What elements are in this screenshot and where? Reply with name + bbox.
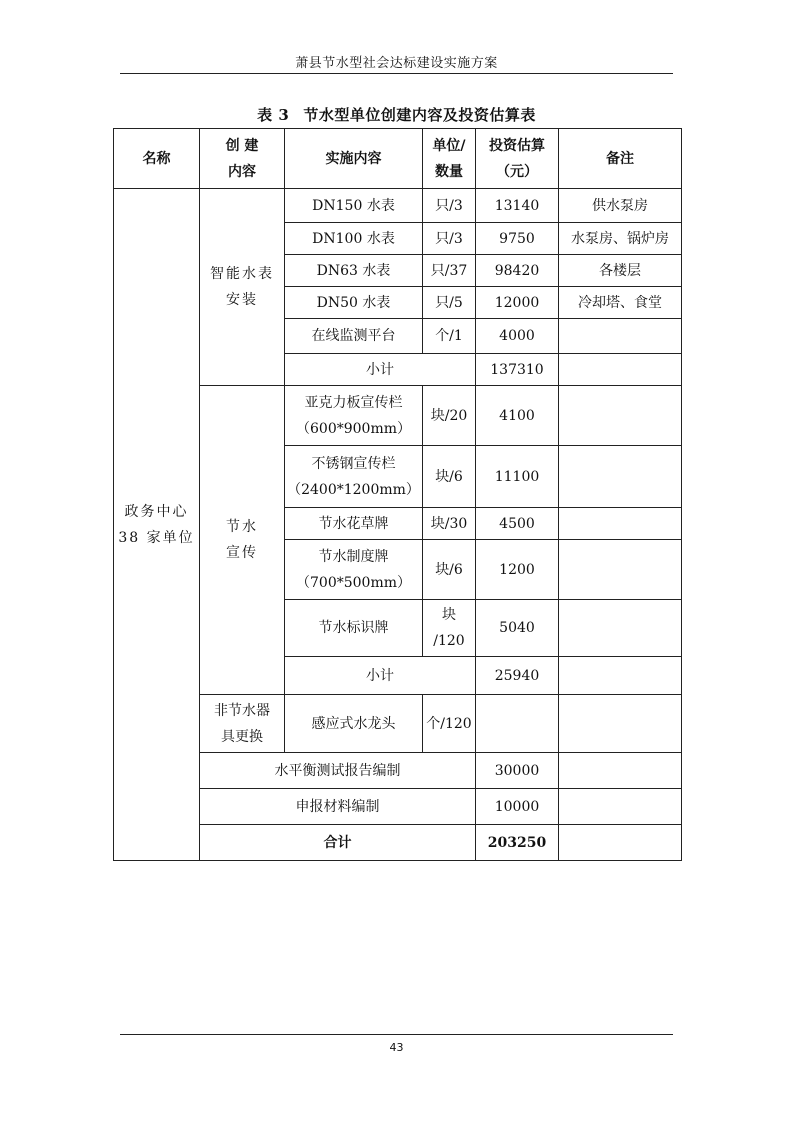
qty-cell: 块/6 (423, 446, 476, 508)
unit-name-line1: 政务中心 (124, 503, 189, 520)
qty-cell: 个/120 (423, 695, 476, 753)
report-label: 申报材料编制 (200, 789, 476, 825)
header-create (200, 129, 285, 189)
balance-test-label: 水平衡测试报告编制 (200, 753, 476, 789)
table-row (114, 695, 682, 753)
qty-cell: 块/30 (423, 508, 476, 540)
publicity-label-line1: 节水 (226, 519, 258, 535)
qty-line2: /120 (433, 633, 465, 649)
qty-cell: 个/1 (423, 319, 476, 354)
page-header: 萧县节水型社会达标建设实施方案 (295, 56, 498, 71)
replacement-label (200, 695, 285, 753)
note-cell (559, 825, 682, 861)
page-number: 43 (389, 1041, 404, 1054)
content-line1: 节水制度牌 (318, 548, 389, 565)
qty-cell: 只/5 (423, 287, 476, 319)
unit-name-line2: 38 家单位 (118, 529, 195, 546)
qty-cell (423, 600, 476, 657)
header-invest-line2: （元） (496, 163, 538, 180)
header-unit-line1: 单位/ (432, 137, 466, 154)
note-cell (559, 386, 682, 446)
note-cell (559, 789, 682, 825)
note-cell (559, 753, 682, 789)
qty-cell: 只/37 (423, 255, 476, 287)
publicity-label (200, 386, 285, 695)
header-content: 实施内容 (285, 129, 423, 189)
unit-name-cell (114, 189, 200, 861)
invest-cell: 4100 (476, 386, 559, 446)
note-cell: 各楼层 (559, 255, 682, 287)
invest-cell: 98420 (476, 255, 559, 287)
header-note: 备注 (559, 129, 682, 189)
note-cell (559, 695, 682, 753)
table-row (114, 386, 682, 446)
invest-cell (476, 695, 559, 753)
header-unit-line2: 数量 (435, 163, 463, 180)
note-cell (559, 540, 682, 600)
total-label: 合计 (200, 825, 476, 861)
invest-cell: 30000 (476, 753, 559, 789)
qty-line1: 块 (442, 607, 456, 623)
content-cell: DN100 水表 (285, 223, 423, 255)
note-cell (559, 354, 682, 386)
content-cell: 节水花草牌 (285, 508, 423, 540)
note-cell (559, 319, 682, 354)
publicity-label-line2: 宣传 (226, 545, 258, 561)
total-row (114, 825, 682, 861)
invest-cell: 4500 (476, 508, 559, 540)
header-invest-line1: 投资估算 (489, 137, 545, 154)
note-cell: 水泵房、锅炉房 (559, 223, 682, 255)
investment-table (113, 128, 682, 861)
subtotal-label: 小计 (285, 354, 476, 386)
content-cell: DN150 水表 (285, 189, 423, 223)
subtotal-label: 小计 (285, 657, 476, 695)
invest-cell: 4000 (476, 319, 559, 354)
invest-cell: 13140 (476, 189, 559, 223)
content-line2: （600*900mm） (296, 420, 411, 437)
invest-cell: 12000 (476, 287, 559, 319)
content-cell (285, 540, 423, 600)
qty-cell: 块/6 (423, 540, 476, 600)
invest-cell: 9750 (476, 223, 559, 255)
table-header-row (114, 129, 682, 189)
header-create-line2: 内容 (228, 163, 256, 180)
content-cell: DN63 水表 (285, 255, 423, 287)
table-title: 节水型单位创建内容及投资估算表 (303, 106, 536, 124)
content-line2: （2400*1200mm） (287, 481, 420, 498)
content-line2: （700*500mm） (296, 574, 411, 591)
content-cell (285, 386, 423, 446)
header-unit (423, 129, 476, 189)
content-cell: 在线监测平台 (285, 319, 423, 354)
qty-cell: 块/20 (423, 386, 476, 446)
content-cell: DN50 水表 (285, 287, 423, 319)
qty-cell: 只/3 (423, 189, 476, 223)
invest-cell: 10000 (476, 789, 559, 825)
replacement-label-line2: 具更换 (221, 728, 263, 745)
subtotal-value: 25940 (476, 657, 559, 695)
invest-cell: 11100 (476, 446, 559, 508)
table-row (114, 189, 682, 223)
smart-meter-label-line2: 安装 (226, 292, 258, 308)
header-create-line1: 创 建 (225, 137, 259, 154)
header-invest (476, 129, 559, 189)
note-cell (559, 508, 682, 540)
table-number: 表 3 (257, 106, 290, 124)
table-row (114, 753, 682, 789)
footer-rule (120, 1034, 673, 1035)
header-name: 名称 (114, 129, 200, 189)
smart-meter-label-line1: 智能水表 (210, 266, 274, 282)
subtotal-value: 137310 (476, 354, 559, 386)
table-caption (0, 104, 793, 125)
content-cell: 节水标识牌 (285, 600, 423, 657)
invest-cell: 5040 (476, 600, 559, 657)
note-cell (559, 446, 682, 508)
content-line1: 不锈钢宣传栏 (311, 455, 396, 472)
content-cell: 感应式水龙头 (285, 695, 423, 753)
note-cell: 冷却塔、食堂 (559, 287, 682, 319)
note-cell (559, 657, 682, 695)
total-value: 203250 (476, 825, 559, 861)
content-line1: 亚克力板宣传栏 (304, 394, 403, 411)
header-rule (120, 73, 673, 74)
qty-cell: 只/3 (423, 223, 476, 255)
note-cell: 供水泵房 (559, 189, 682, 223)
note-cell (559, 600, 682, 657)
smart-meter-label (200, 189, 285, 386)
invest-cell: 1200 (476, 540, 559, 600)
replacement-label-line1: 非节水器 (214, 702, 270, 719)
table-row (114, 789, 682, 825)
content-cell (285, 446, 423, 508)
